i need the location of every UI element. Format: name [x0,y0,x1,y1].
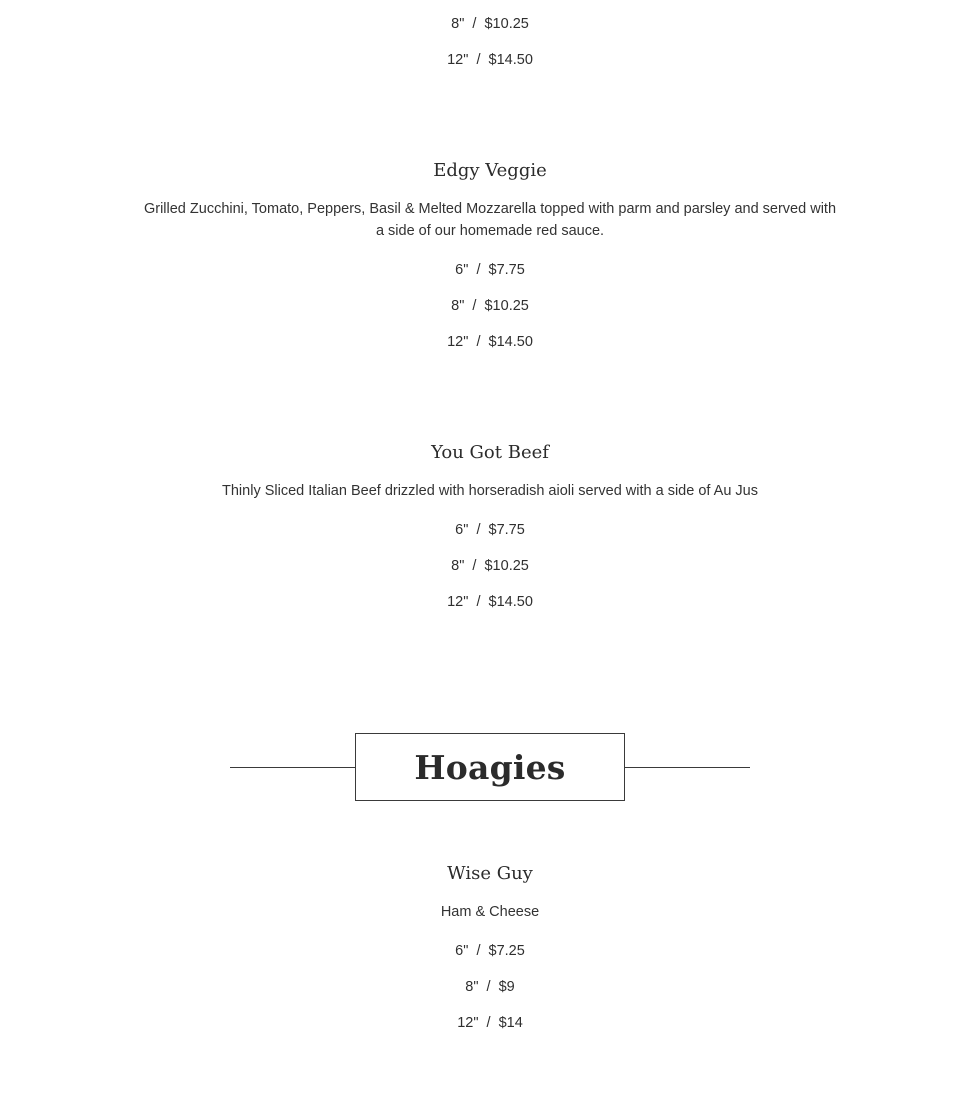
price-12-inch: 12" / $14.50 [447,594,533,610]
item-name-wise-guy: Wise Guy [447,863,533,884]
price-6-inch: 6" / $7.25 [455,943,525,959]
item-name-edgy-veggie: Edgy Veggie [433,160,547,181]
price-8-inch: 8" / $9 [465,979,515,995]
price-12-inch: 12" / $14.50 [447,52,533,68]
section-title: Hoagies [414,747,566,787]
section-divider-right [625,767,750,768]
item-description-you-got-beef: Thinly Sliced Italian Beef drizzled with horseradish aioli served with a side of Au Jus [222,483,758,499]
price-6-inch: 6" / $7.75 [455,522,525,538]
section-divider-left [230,767,355,768]
price-8-inch: 8" / $10.25 [451,16,529,32]
item-description-edgy-veggie: Grilled Zucchini, Tomato, Peppers, Basil & Melted Mozzarella topped with parm and parsley and served with a side of our homemade red sauce. [143,201,837,239]
price-8-inch: 8" / $10.25 [451,298,529,314]
price-6-inch: 6" / $7.75 [455,262,525,278]
price-12-inch: 12" / $14 [457,1015,523,1031]
item-description-wise-guy: Ham & Cheese [440,904,540,920]
section-header-hoagies [355,733,625,801]
price-12-inch: 12" / $14.50 [447,334,533,350]
item-name-you-got-beef: You Got Beef [431,442,549,463]
price-8-inch: 8" / $10.25 [451,558,529,574]
